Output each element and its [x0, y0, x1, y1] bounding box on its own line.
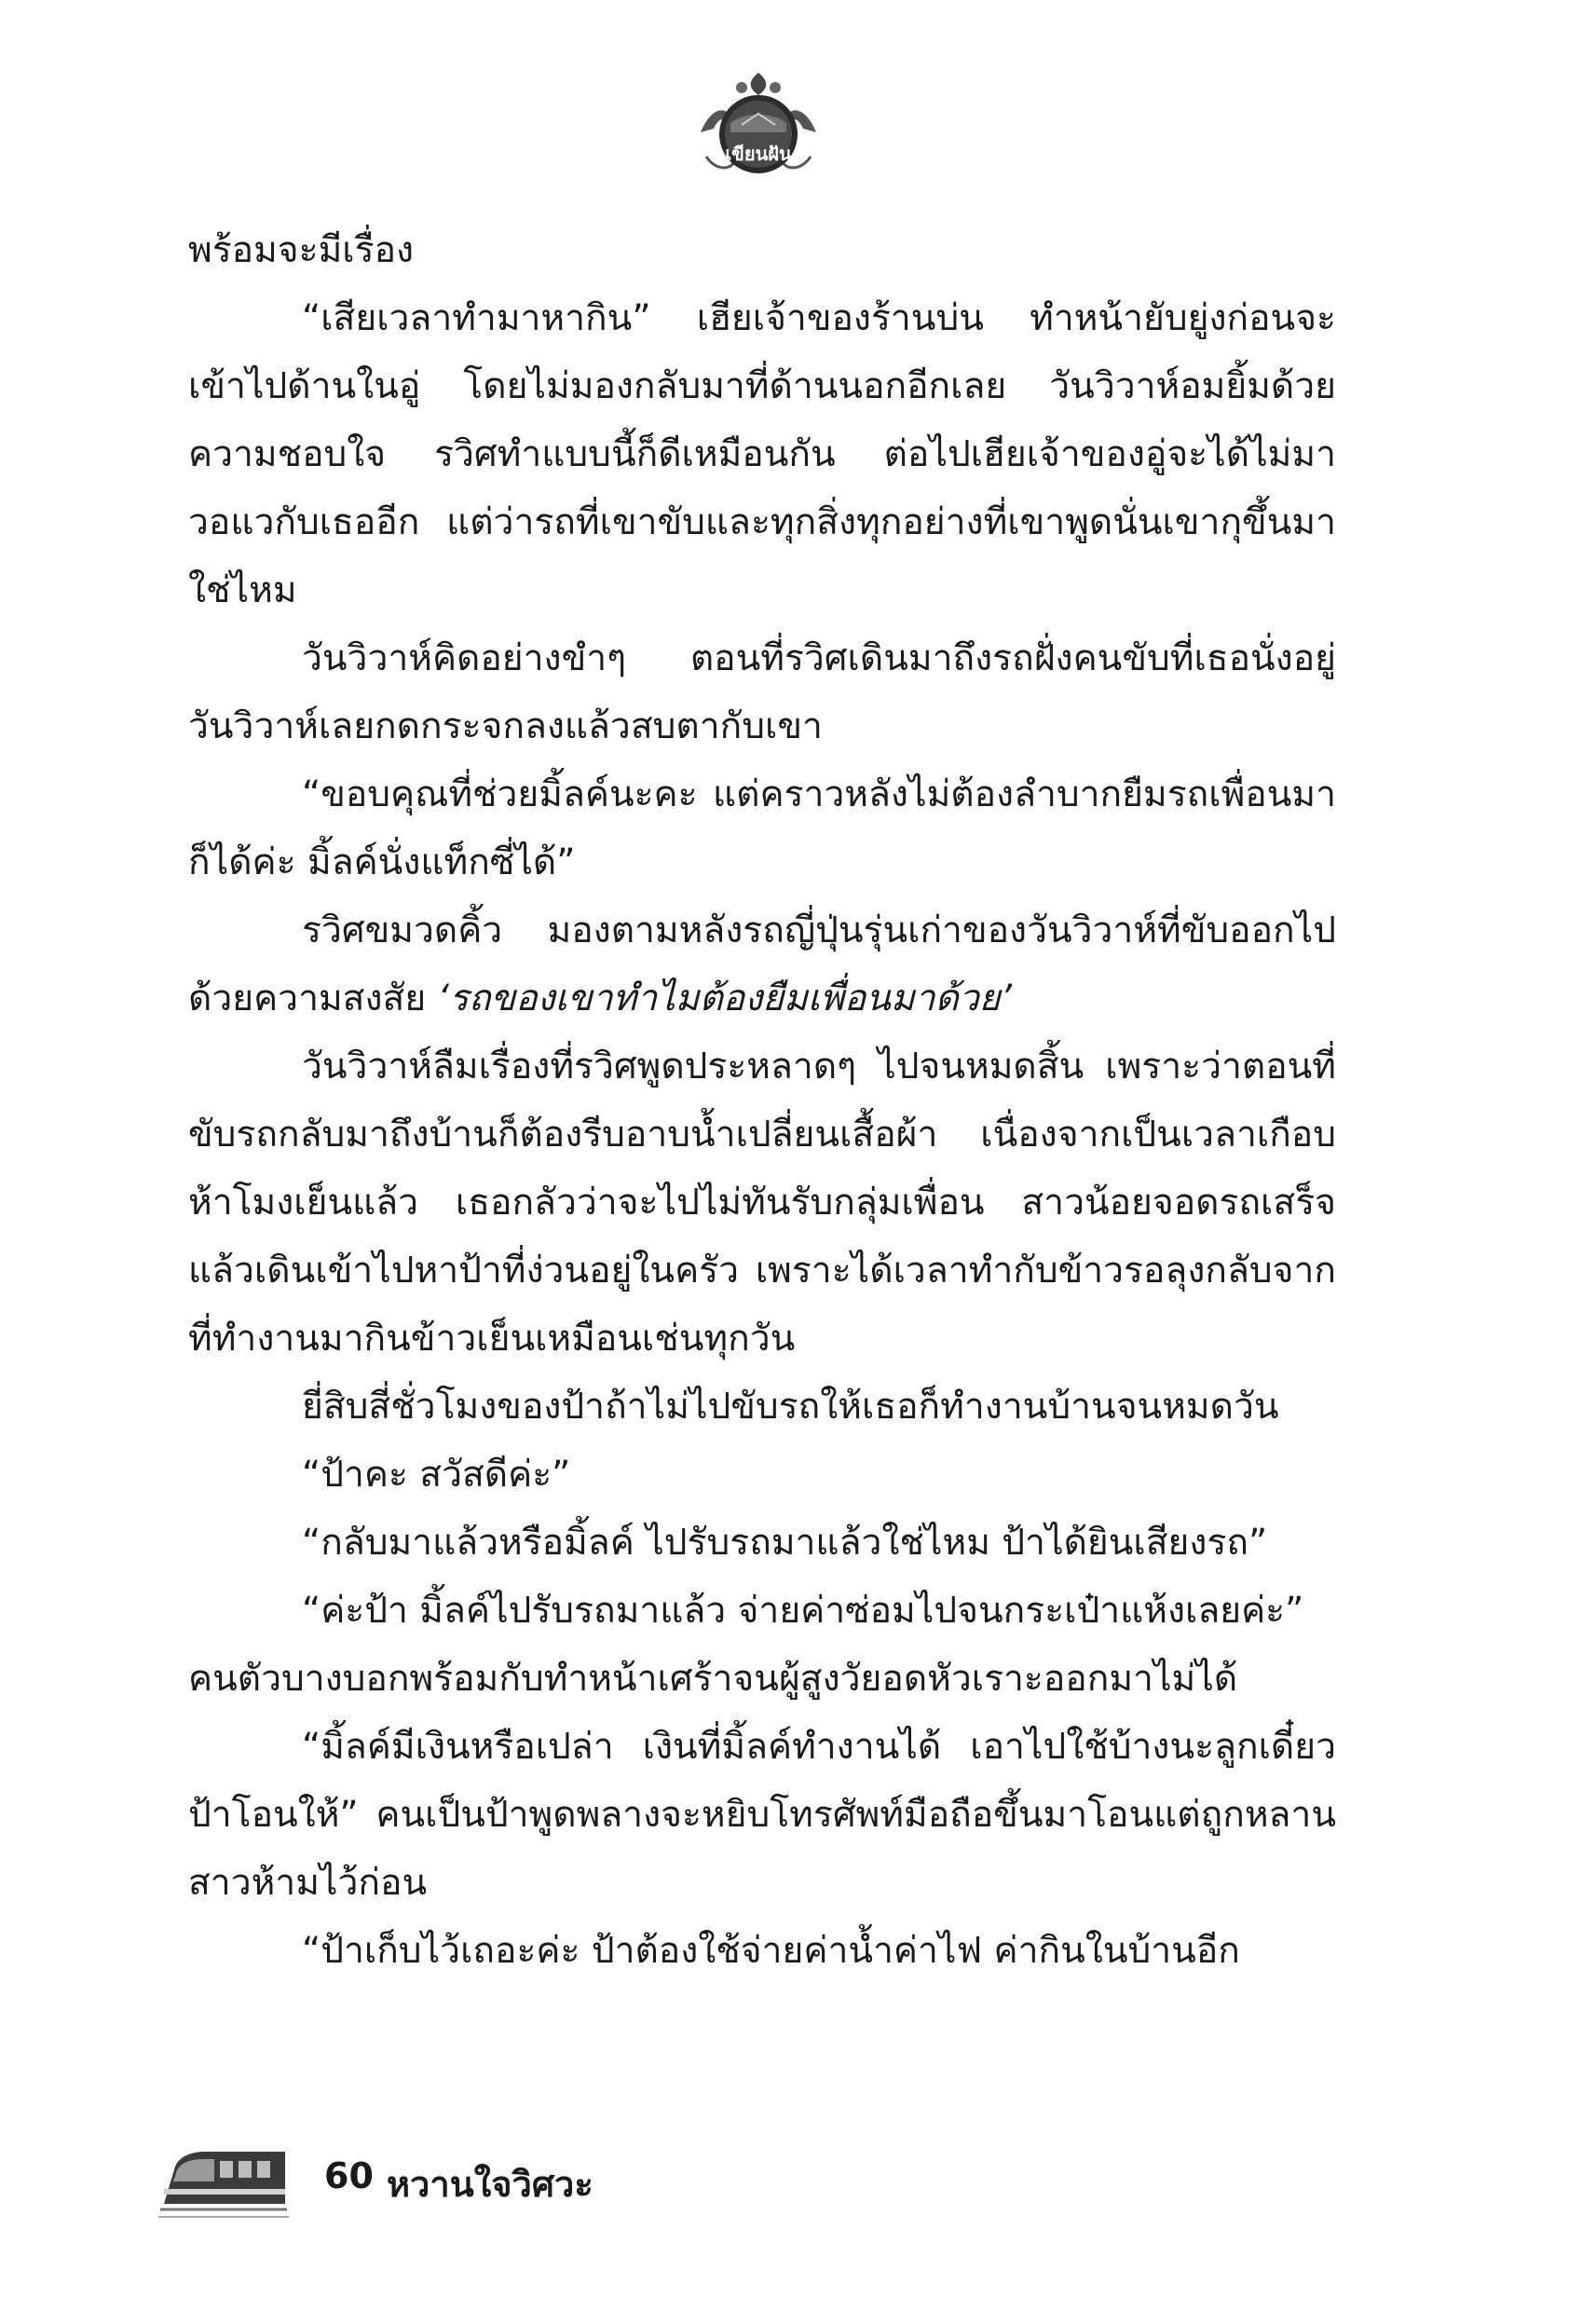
train-icon	[158, 2129, 289, 2222]
paragraph-text: “กลับมาแล้วหรือมิ้ลค์ ไปรับรถมาแล้วใช่ไหม ป้าได้ยินเสียงรถ”	[302, 1522, 1268, 1564]
paragraph-text: “ค่ะป้า มิ้ลค์ไปรับรถมาแล้ว จ่ายค่าซ่อมไปจนกระเป๋าแห้งเลยค่ะ”	[302, 1590, 1304, 1632]
page-footer	[158, 2129, 811, 2232]
body-text	[188, 216, 1336, 1985]
page-number: 60	[324, 2155, 374, 2196]
paragraph-text: “ป้าเก็บไว้เถอะค่ะ ป้าต้องใช้จ่ายค่าน้ำค่าไฟ ค่ากินในบ้านอีก	[302, 1930, 1240, 1972]
paragraph-text: คนตัวบางบอกพร้อมกับทำหน้าเศร้าจนผู้สูงวัยอดหัวเราะออกมาไม่ได้	[188, 1658, 1238, 1700]
paragraph	[188, 1441, 1336, 1509]
paragraph-text: วันวิวาห์ลืมเรื่องที่รวิศพูดประหลาดๆ ไปจนหมดสิ้น เพราะว่าตอนที่ขับรถกลับมาถึงบ้านก็ต้องรีบอาบน้ำเปลี่ยนเสื้อผ้า เนื่องจากเป็นเวลาเกือบห้าโมงเย็นแล้ว เธอกลัวว่าจะไปไม่ทันรับกลุ่มเพื่อน สาวน้อยจอดรถเสร็จแล้วเดินเข้าไปหาป้าที่ง่วนอยู่ในครัว เพราะได้เวลาทำกับข้าวรอลุงกลับจากที่ทำงานมากินข้าวเย็นเหมือนเช่นทุกวัน	[188, 1046, 1336, 1360]
paragraph	[188, 284, 1336, 624]
paragraph	[188, 1713, 1336, 1917]
italic-thought: ‘รถของเขาทำไมต้องยืมเพื่อนมาด้วย’	[437, 978, 1013, 1019]
paragraph	[188, 896, 1336, 1032]
paragraph-text: รวิศขมวดคิ้ว มองตามหลังรถญี่ปุ่นรุ่นเก่าของวันวิวาห์ที่ขับออกไปด้วยความสงสัย	[188, 909, 1336, 1019]
paragraph-text: ยี่สิบสี่ชั่วโมงของป้าถ้าไม่ไปขับรถให้เธอก็ทำงานบ้านจนหมดวัน	[302, 1386, 1279, 1428]
paragraph	[188, 1917, 1336, 1985]
paragraph	[188, 1645, 1336, 1713]
paragraph	[188, 760, 1336, 896]
paragraph	[188, 1373, 1336, 1441]
book-title: หวานใจวิศวะ	[387, 2164, 593, 2205]
paragraph	[188, 624, 1336, 760]
paragraph	[188, 1577, 1336, 1645]
paragraph-text: “มิ้ลค์มีเงินหรือเปล่า เงินที่มิ้ลค์ทำงานได้ เอาไปใช้บ้างนะลูกเดี๋ยวป้าโอนให้” คนเป็นป้าพูดพลางจะหยิบโทรศัพท์มือถือขึ้นมาโอนแต่ถูกหลานสาวห้ามไว้ก่อน	[188, 1726, 1336, 1904]
paragraph	[188, 216, 1336, 284]
paragraph-text: “เสียเวลาทำมาหากิน” เฮียเจ้าของร้านบ่น ทำหน้ายับยู่งก่อนจะเข้าไปด้านในอู่ โดยไม่มองกลับมาที่ด้านนอกอีกเลย วันวิวาห์อมยิ้มด้วยความชอบใจ รวิศทำแบบนี้ก็ดีเหมือนกัน ต่อไปเฮียเจ้าของอู่จะได้ไม่มาวอแวกับเธออีก แต่ว่ารถที่เขาขับและทุกสิ่งทุกอย่างที่เขาพูดนั่นเขากุขึ้นมาใช่ไหม	[188, 297, 1336, 611]
chapter-emblem-icon	[693, 67, 824, 184]
paragraph	[188, 1509, 1336, 1577]
paragraph-text: “ป้าคะ สวัสดีค่ะ”	[302, 1454, 571, 1496]
paragraph-text: “ขอบคุณที่ช่วยมิ้ลค์นะคะ แต่คราวหลังไม่ต้องลำบากยืมรถเพื่อนมาก็ได้ค่ะ มิ้ลค์นั่งแท็กซี่ได้”	[188, 773, 1336, 883]
paragraph-text: วันวิวาห์คิดอย่างขำๆ ตอนที่รวิศเดินมาถึงรถฝั่งคนขับที่เธอนั่งอยู่ วันวิวาห์เลยกดกระจกลงแล้วสบตากับเขา	[188, 637, 1336, 747]
paragraph	[188, 1032, 1336, 1373]
logo-text: เขียนฝัน	[725, 143, 792, 165]
paragraph-text: พร้อมจะมีเรื่อง	[188, 229, 415, 271]
